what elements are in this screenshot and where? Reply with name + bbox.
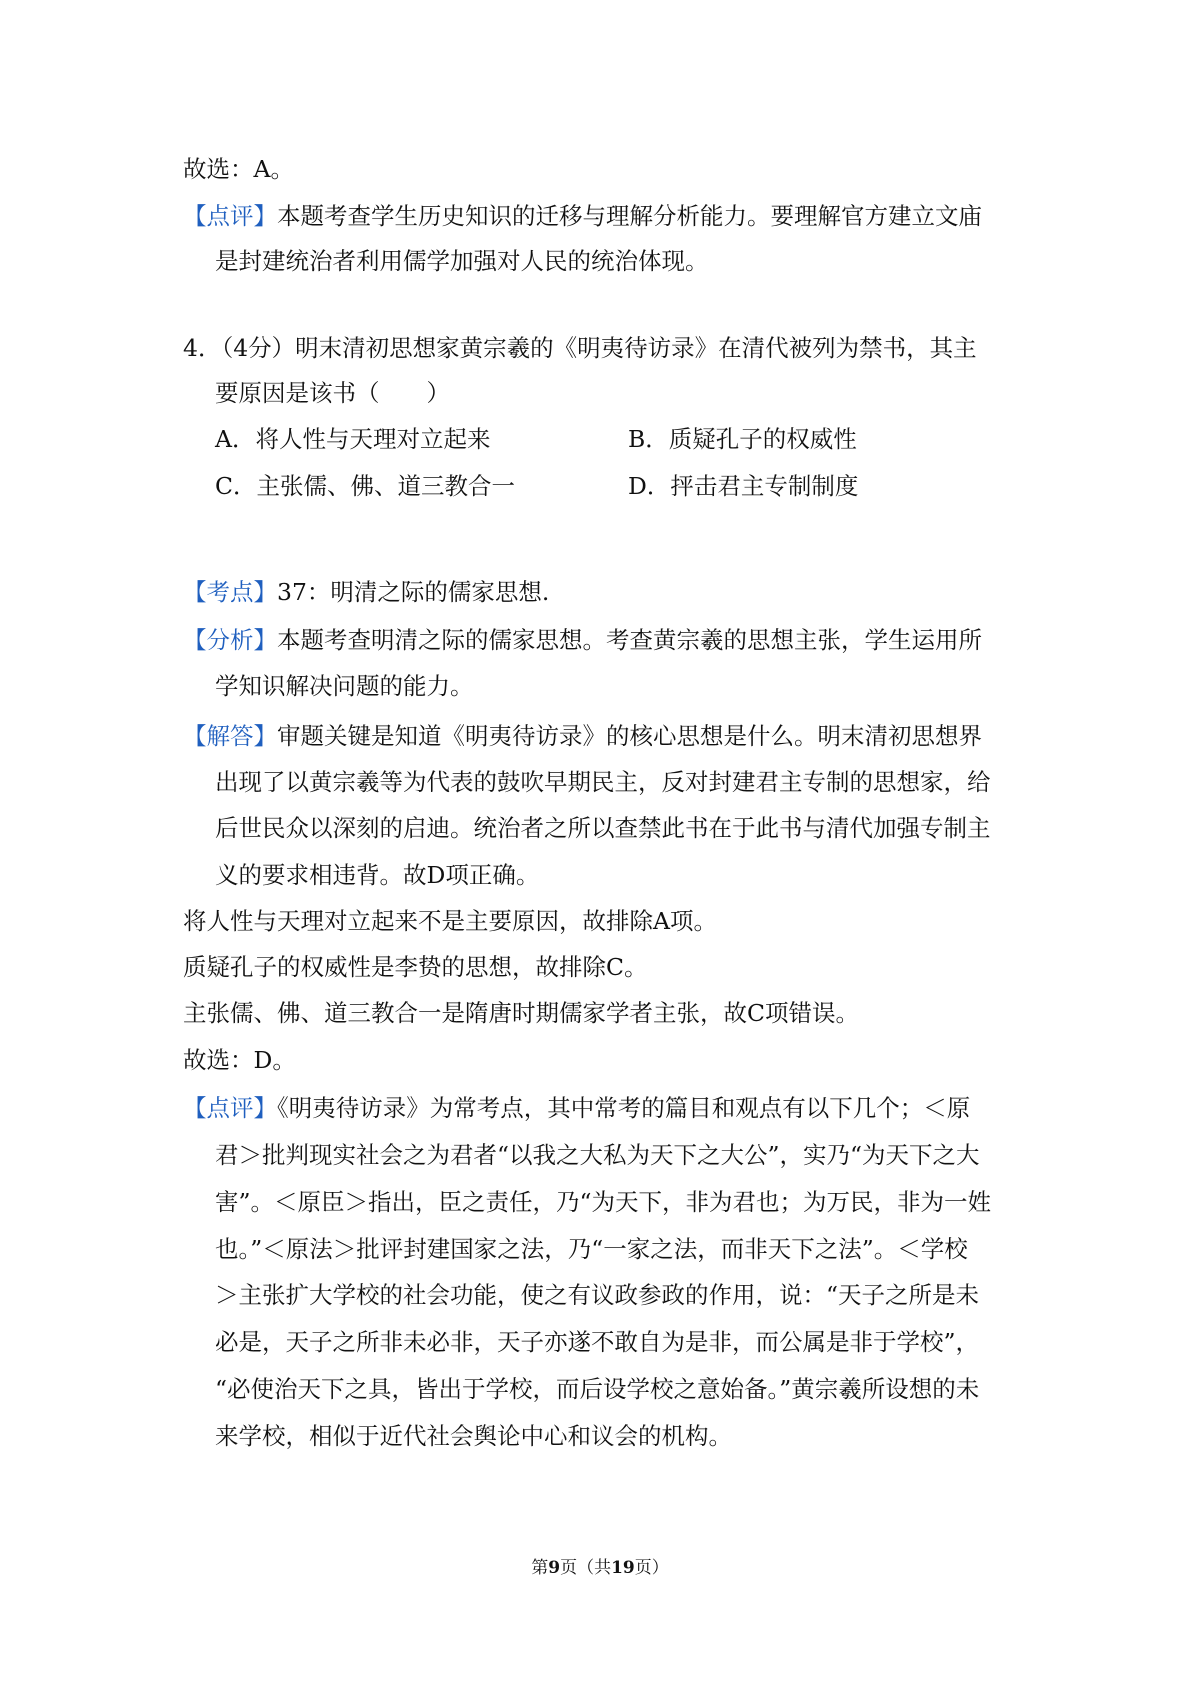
jieda-text: 审题关键是知道《明夷待访录》的核心思想是什么。明末清初思想界: [277, 722, 982, 750]
option-text: 主张儒、佛、道三教合一: [256, 472, 515, 500]
jieda-line-2: 出现了以黄宗羲等为代表的鼓吹早期民主，反对封建君主专制的思想家，给: [215, 768, 991, 796]
dianping-line-8: 来学校，相似于近代社会舆论中心和议会的机构。: [215, 1422, 732, 1450]
comment-line-2: 是封建统治者利用儒学加强对人民的统治体现。: [215, 247, 709, 275]
option-label: A．: [215, 425, 256, 453]
fenxi-line-1: [183, 624, 982, 656]
footer-prefix: 第: [531, 1558, 549, 1578]
footer-suffix: 页）: [634, 1558, 669, 1578]
fenxi-text: 本题考查明清之际的儒家思想。考查黄宗羲的思想主张，学生运用所: [277, 626, 982, 654]
option-text: 将人性与天理对立起来: [255, 425, 491, 453]
option-label: C．: [215, 472, 257, 500]
footer-total-pages: 19: [611, 1558, 635, 1578]
jieda-extra-3: 主张儒、佛、道三教合一是隋唐时期儒家学者主张，故C项错误。: [183, 999, 859, 1027]
jieda-tag: 【解答】: [183, 722, 277, 750]
dianping-line-4: 也。”＜原法＞批评封建国家之法，乃“一家之法，而非天下之法”。＜学校: [215, 1235, 968, 1263]
dianping-line-5: ＞主张扩大学校的社会功能，使之有议政参政的作用，说：“天子之所是未: [215, 1281, 980, 1309]
jieda-line-3: 后世民众以深刻的启迪。统治者之所以查禁此书在于此书与清代加强专制主: [215, 814, 991, 842]
fenxi-line-2: 学知识解决问题的能力。: [215, 672, 474, 700]
dianping-text: 《明夷待访录》为常考点，其中常考的篇目和观点有以下几个；＜原: [277, 1094, 971, 1122]
jieda-extra-2: 质疑孔子的权威性是李贽的思想，故排除C。: [183, 953, 648, 981]
dianping-line-6: 必是，天子之所非未必非，天子亦遂不敢自为是非，而公属是非于学校”，: [215, 1328, 980, 1356]
jieda-line-1: [183, 720, 982, 752]
footer-page-number: 9: [548, 1558, 561, 1578]
comment-text: 本题考查学生历史知识的迁移与理解分析能力。要理解官方建立文庙: [277, 202, 982, 230]
option-c: [215, 470, 515, 502]
page-footer: [0, 1556, 1200, 1580]
jieda-extra-4: 故选：D。: [183, 1046, 296, 1074]
option-b: [628, 423, 857, 455]
fenxi-tag: 【分析】: [183, 626, 277, 654]
dianping-line-2: 君＞批判现实社会之为君者“以我之大私为天下之大公”，实乃“为天下之大: [215, 1141, 980, 1169]
option-d: [628, 470, 858, 502]
question-stem-2: 要原因是该书（ ）: [215, 379, 450, 407]
option-text: 抨击君主专制制度: [670, 472, 859, 500]
jieda-line-4: 义的要求相违背。故D项正确。: [215, 861, 540, 889]
question-stem-1: 4．（4分）明末清初思想家黄宗羲的《明夷待访录》在清代被列为禁书，其主: [183, 334, 977, 362]
dianping-line-1: [183, 1092, 970, 1124]
option-label: D．: [628, 472, 671, 500]
option-label: B．: [628, 425, 669, 453]
dianping-line-3: 害”。＜原臣＞指出，臣之责任，乃“为天下，非为君也；为万民，非为一姓: [215, 1188, 992, 1216]
comment-line-1: [183, 200, 982, 232]
option-a: [215, 423, 490, 455]
comment-tag: 【点评】: [183, 202, 277, 230]
kaodian-line: [183, 576, 549, 608]
answer-line: 故选：A。: [183, 155, 294, 183]
footer-middle: 页（共: [560, 1558, 612, 1578]
kaodian-text: 37：明清之际的儒家思想.: [277, 578, 550, 606]
dianping-tag: 【点评】: [183, 1094, 277, 1122]
jieda-extra-1: 将人性与天理对立起来不是主要原因，故排除A项。: [183, 907, 717, 935]
dianping-line-7: “必使治天下之具，皆出于学校，而后设学校之意始备。”黄宗羲所设想的未: [215, 1375, 980, 1403]
kaodian-tag: 【考点】: [183, 578, 277, 606]
option-text: 质疑孔子的权威性: [668, 425, 857, 453]
